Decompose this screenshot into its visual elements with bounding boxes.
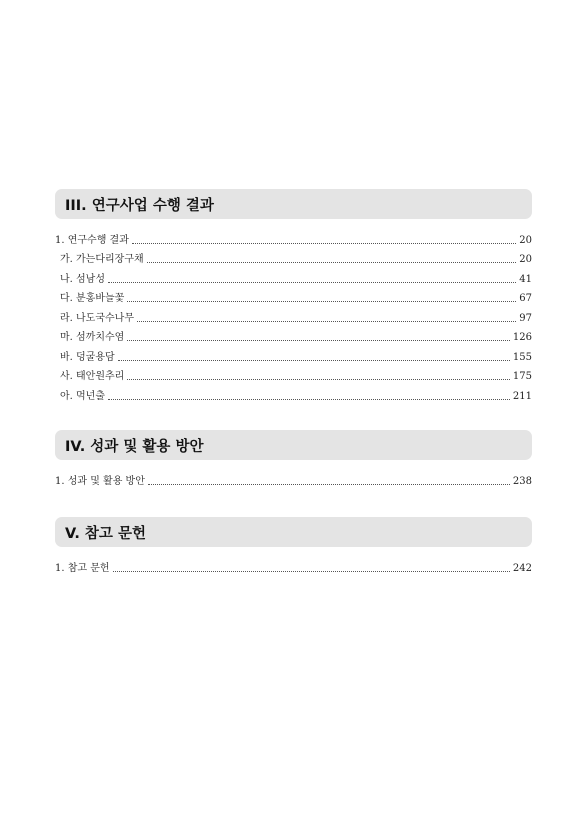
toc-entry-page: 242 [512,562,532,574]
toc-entry[interactable] [55,266,532,286]
section-title: III. 연구사업 수행 결과 [65,197,214,214]
toc-entry-label: 나. 섬남성 [60,273,105,285]
toc-entry-label: 다. 분홍바늘꽃 [60,293,125,304]
toc-entry-page: 238 [512,475,532,487]
toc-entry[interactable] [55,305,532,325]
toc-section-4 [55,430,532,488]
toc-entry-page: 175 [512,371,532,382]
toc-entry[interactable] [55,325,532,345]
toc-entry[interactable] [55,468,532,488]
toc-entry[interactable] [55,364,532,384]
toc-entry-page: 67 [519,293,532,304]
toc-entry-page: 20 [519,234,532,246]
toc-entry-page: 41 [519,273,532,285]
toc-entry-label: 아. 먹넌출 [60,390,105,402]
leader-dots [127,340,510,341]
toc-entries [55,227,532,403]
toc-entry[interactable] [55,555,532,575]
toc-entry-label: 마. 섬까치수염 [60,332,125,343]
leader-dots [127,301,516,302]
leader-dots [118,360,510,361]
leader-dots [148,484,510,485]
leader-dots [137,321,516,322]
leader-dots [127,379,510,380]
leader-dots [108,399,510,400]
toc-entry-page: 155 [512,351,532,363]
section-header [55,517,532,547]
toc-entry-label: 가. 가는다리장구채 [60,254,144,265]
toc-entry[interactable] [55,344,532,364]
toc-entry-label: 1. 참고 문헌 [55,562,110,574]
section-header [55,430,532,460]
section-header [55,189,532,219]
toc-entry-page: 20 [519,254,532,265]
leader-dots [147,262,517,263]
leader-dots [108,282,516,283]
toc-entry-page: 211 [512,390,532,402]
toc-entry-label: 라. 나도국수나무 [60,312,134,324]
toc-entry[interactable] [55,247,532,267]
toc-entries [55,468,532,488]
toc-entry[interactable] [55,286,532,306]
toc-entry-page: 97 [519,312,532,324]
section-title: IV. 성과 및 활용 방안 [65,438,204,455]
toc-entries [55,555,532,575]
toc-entry-page: 126 [512,332,532,343]
toc-entry-label: 1. 연구수행 결과 [55,234,129,246]
toc-section-3 [55,189,532,403]
toc-entry-label: 바. 덩굴용담 [60,351,115,363]
toc-section-5 [55,517,532,575]
toc-entry-label: 사. 태안원추리 [60,371,125,382]
leader-dots [113,571,510,572]
toc-entry-label: 1. 성과 및 활용 방안 [55,475,145,487]
leader-dots [132,243,516,244]
toc-entry[interactable] [55,227,532,247]
toc-entry[interactable] [55,383,532,403]
section-title: V. 참고 문헌 [65,525,146,542]
